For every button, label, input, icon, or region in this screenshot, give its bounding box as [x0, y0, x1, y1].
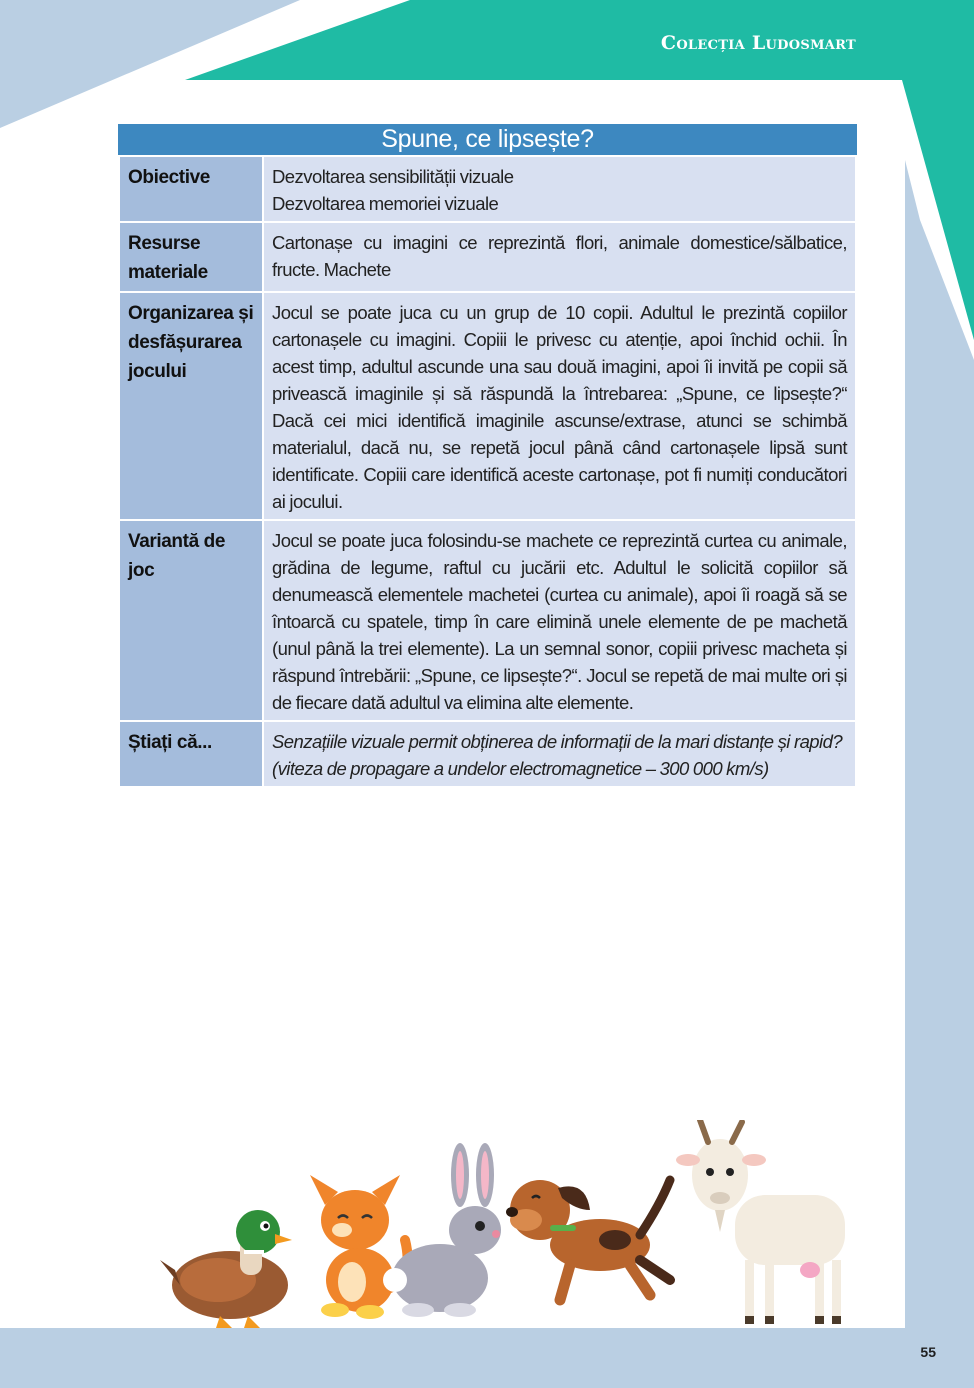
- table-row: [120, 157, 855, 221]
- goat-icon: [676, 1120, 845, 1324]
- fact-line: Senzațiile vizuale permit obținerea de informații de la mari distanțe și rapid?: [272, 731, 843, 752]
- row-label: Variantă de joc: [120, 521, 262, 720]
- page-number: 55: [920, 1344, 936, 1360]
- row-value: Jocul se poate juca folosindu-se machete ce reprezintă curtea cu animale, grădina de legume, raftul cu jucării etc. Adultul le solicită copiilor să denumească elementele machetei (curtea cu animale), apoi îi roagă să se întoarcă cu spatele, timp în care elimină unele elemente de pe machetă (unul până la trei elemente). La un semnal sonor, copiii privesc macheta și răspund întrebării: „Spune, ce lipsește?“. Jocul se repetă de mai multe ori și de fiecare dată adultul va elimina alte elemente.: [264, 521, 855, 720]
- table-row: [120, 722, 855, 786]
- table-row: [120, 223, 855, 291]
- table-row: [120, 521, 855, 720]
- cat-icon: [310, 1175, 408, 1319]
- row-value: Jocul se poate juca cu un grup de 10 copii. Adultul le prezintă copiilor cartonașele cu imagini. Copiii le privesc cu atenție, apoi închid ochii. În acest timp, adultul ascunde una sau două imagini, apoi îi invită pe copii să privească imaginile și să răspundă la întrebarea: „Spune, ce lipsește?“ Dacă cei mici identifică imaginile ascunse/extrase, atunci se schimbă materialul, dacă nu, se repetă jocul până când cartonașele lipsă sunt identificate. Copiii care identifică aceste cartonașe, pot fi numiți conducători ai jocului.: [264, 293, 855, 519]
- table-row: [120, 293, 855, 519]
- game-info-table: [118, 155, 857, 788]
- row-label: Obiective: [120, 157, 262, 221]
- animals-illustration: [160, 1120, 860, 1335]
- duck-icon: [160, 1210, 292, 1328]
- row-value: Cartonașe cu imagini ce reprezintă flori, animale domestice/sălbatice, fructe. Machete: [264, 223, 855, 291]
- objective-line: Dezvoltarea memoriei vizuale: [272, 193, 499, 214]
- fact-line: (viteza de propagare a undelor electromagnetice – 300 000 km/s): [272, 758, 769, 779]
- row-label: Resurse materiale: [120, 223, 262, 291]
- row-label: Organizarea și desfășurarea jocului: [120, 293, 262, 519]
- row-label: Știați că...: [120, 722, 262, 786]
- rabbit-icon: [383, 1143, 501, 1317]
- row-value: [264, 157, 855, 221]
- objective-line: Dezvoltarea sensibilității vizuale: [272, 166, 514, 187]
- dog-icon: [506, 1180, 670, 1300]
- bottom-blue-band: [0, 1328, 974, 1388]
- game-title: Spune, ce lipsește?: [118, 124, 857, 155]
- series-title: Colecția Ludosmart: [660, 32, 856, 54]
- row-value: [264, 722, 855, 786]
- game-card: [118, 124, 857, 788]
- right-blue-column: [905, 160, 974, 1388]
